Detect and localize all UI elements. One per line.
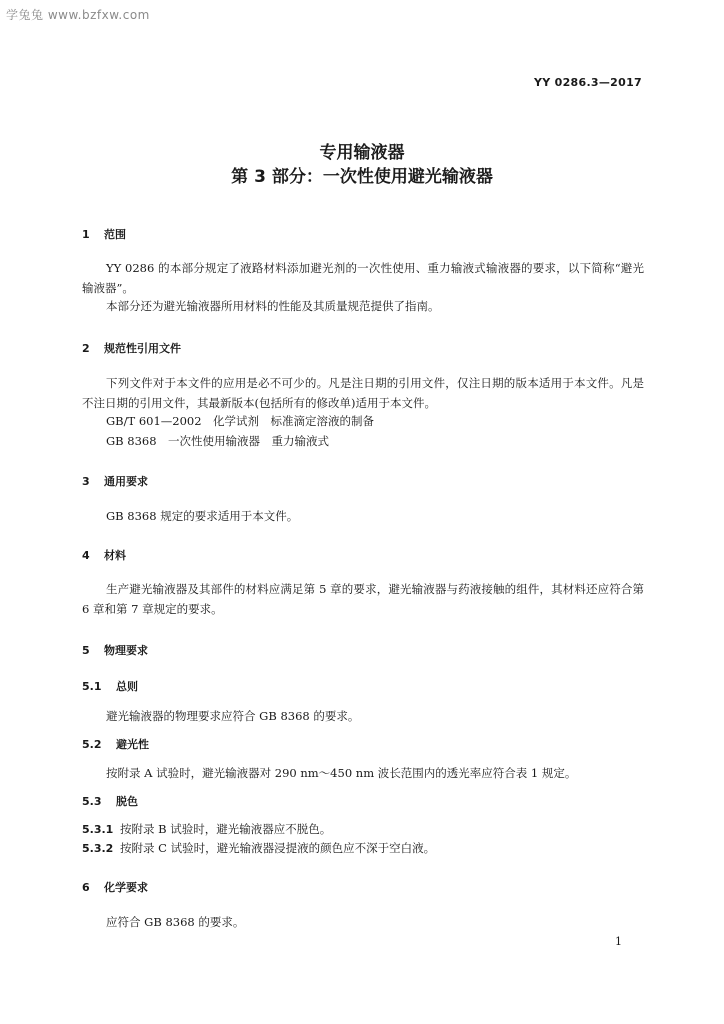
section-title: 避光性 [116, 738, 149, 751]
section-title: 物理要求 [104, 644, 148, 657]
section-number: 5 [82, 644, 90, 657]
section-title: 规范性引用文件 [104, 342, 181, 355]
section-3-heading [82, 473, 148, 489]
section-title: 通用要求 [104, 475, 148, 488]
section-1-heading [82, 226, 126, 242]
section-6-heading [82, 879, 148, 895]
reference-gb-t-601: GB/T 601—2002 化学试剂 标准滴定溶液的制备 [106, 414, 375, 428]
clause-text: 按附录 C 试验时，避光输液器浸提液的颜色应不深于空白液。 [120, 841, 436, 855]
section-5-heading [82, 642, 148, 658]
clause-number: 5.3.1 [82, 823, 114, 836]
standard-number: YY 0286.3—2017 [533, 76, 642, 89]
section-title: 总则 [116, 680, 138, 693]
section-title: 化学要求 [104, 881, 148, 894]
section-number: 5.1 [82, 680, 102, 693]
clause-text: 按附录 B 试验时，避光输液器应不脱色。 [120, 822, 332, 836]
section-number: 6 [82, 881, 90, 894]
clause-number: 5.3.2 [82, 842, 114, 855]
section-number: 1 [82, 228, 90, 241]
watermark: 学兔兔 www.bzfxw.com [6, 8, 150, 22]
clause-5-3-1 [82, 821, 331, 837]
section-1-paragraph-1: YY 0286 的本部分规定了液路材料添加避光剂的一次性使用、重力输液式输液器的要求，以下简称“避光输液器”。 [82, 261, 644, 295]
section-number: 5.3 [82, 795, 102, 808]
reference-gb-8368: GB 8368 一次性使用输液器 重力输液式 [106, 434, 330, 448]
section-4-paragraph-1: 生产避光输液器及其部件的材料应满足第 5 章的要求，避光输液器与药液接触的组件，其材料还应符合第 6 章和第 7 章规定的要求。 [82, 582, 644, 616]
section-6-paragraph: 应符合 GB 8368 的要求。 [106, 915, 245, 929]
section-title: 范围 [104, 228, 126, 241]
section-3-paragraph-1: GB 8368 规定的要求适用于本文件。 [106, 509, 299, 523]
section-5-2-paragraph: 按附录 A 试验时，避光输液器对 290 nm～450 nm 波长范围内的透光率应符合表 1 规定。 [106, 766, 577, 780]
section-5-1-paragraph: 避光输液器的物理要求应符合 GB 8368 的要求。 [106, 709, 360, 723]
clause-5-3-2 [82, 840, 435, 856]
section-2-heading [82, 340, 181, 356]
section-1-paragraph-2: 本部分还为避光输液器所用材料的性能及其质量规范提供了指南。 [106, 299, 440, 313]
section-title: 脱色 [116, 795, 138, 808]
section-title: 材料 [104, 549, 126, 562]
document-title: 专用输液器 [319, 143, 405, 163]
section-5-1-heading [82, 678, 138, 694]
section-2-paragraph-1: 下列文件对于本文件的应用是必不可少的。凡是注日期的引用文件，仅注日期的版本适用于本文件。凡是不注日期的引用文件，其最新版本(包括所有的修改单)适用于本文件。 [82, 376, 644, 410]
page-number: 1 [615, 935, 622, 948]
section-5-2-heading [82, 736, 149, 752]
section-number: 2 [82, 342, 90, 355]
document-subtitle: 第 3 部分：一次性使用避光输液器 [231, 167, 493, 187]
section-4-heading [82, 547, 126, 563]
section-number: 4 [82, 549, 90, 562]
section-5-3-heading [82, 793, 138, 809]
section-number: 5.2 [82, 738, 102, 751]
section-number: 3 [82, 475, 90, 488]
